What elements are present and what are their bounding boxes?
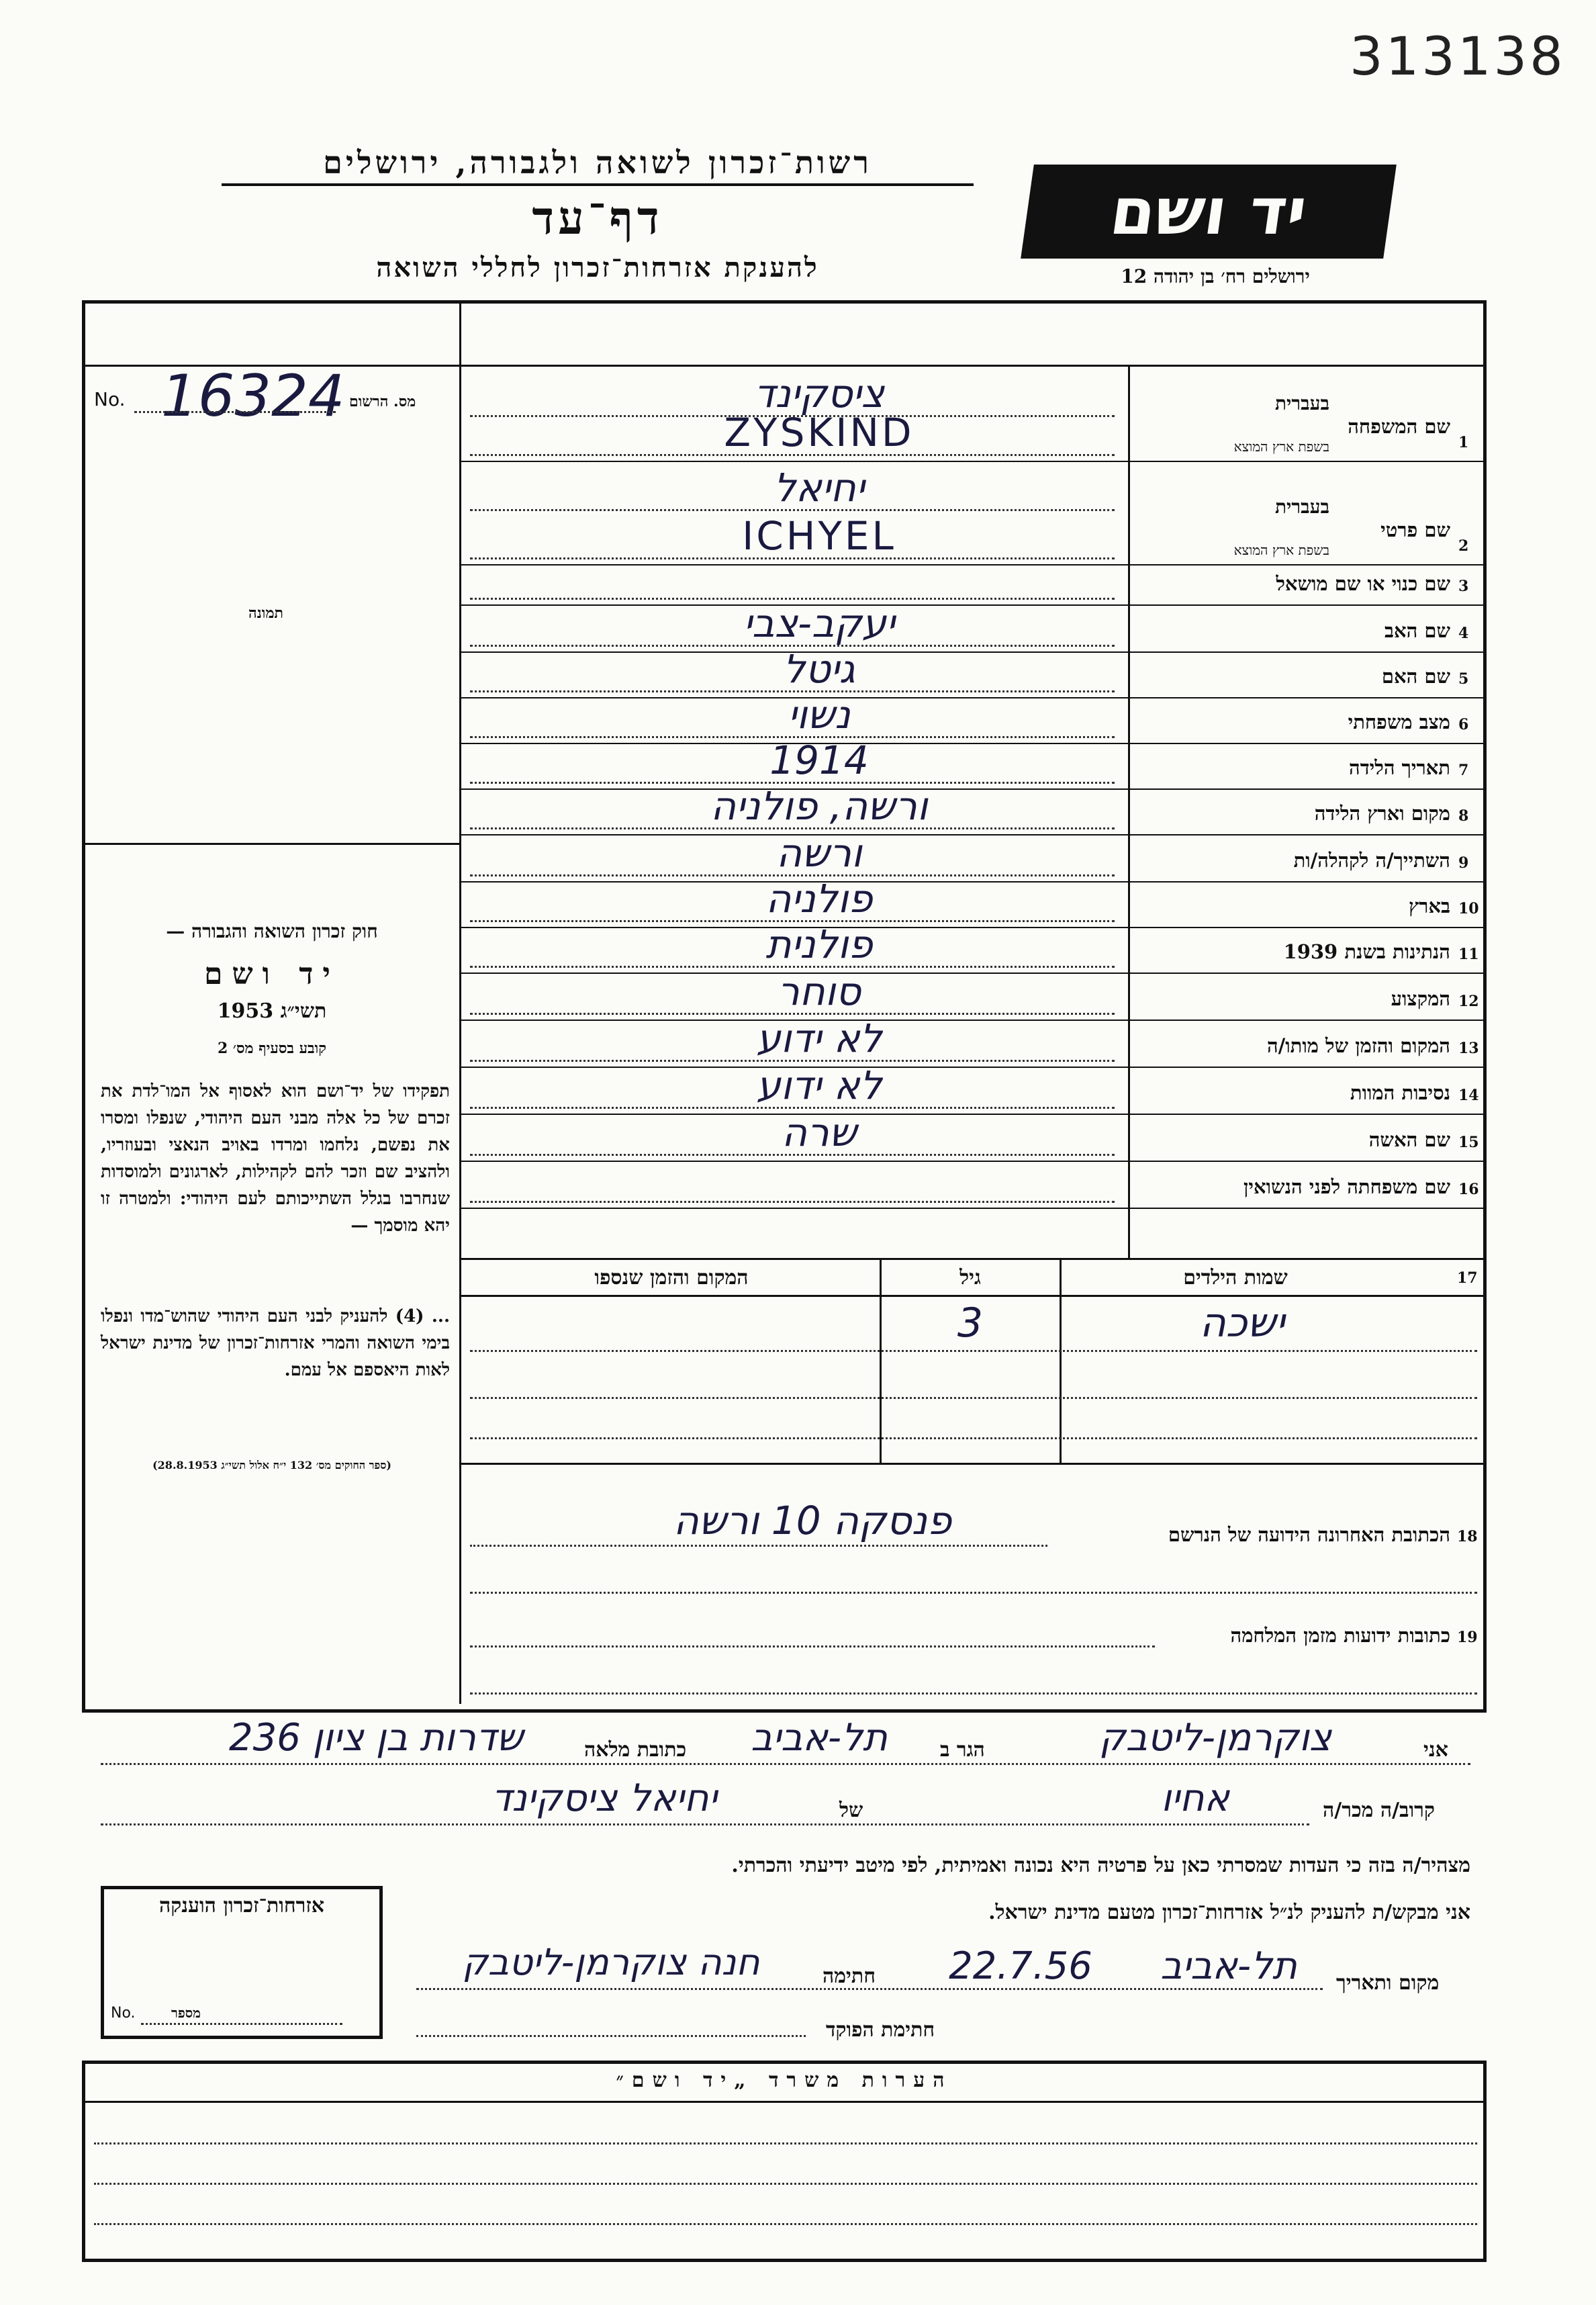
law-year: תשי״ג 1953 [217, 999, 327, 1023]
field-label-text: שם האב [1384, 619, 1450, 642]
field-label [1409, 895, 1450, 918]
children-header-line [459, 1295, 1487, 1297]
field-value: נשוי [788, 692, 851, 737]
children-top-line [459, 1258, 1487, 1260]
field-dots [470, 598, 1115, 600]
field-sublabel-origin: בשפת ארץ המוצא [1233, 439, 1329, 455]
law-clause: קובע בסעיף מס׳ 2 [217, 1040, 327, 1057]
archive-number: 313138 [1350, 27, 1566, 87]
law-para1: תפקידו של יד־ושם הוא לאסוף אל המו־לדת את זכרם של כל אלה מבני העם היהודי, שנפלו ומסרו את נפשם, נלחמו ומרדו באויב הנאצי ובעוזריו, ולהציב שם וזכר להם לקהילות, לארגונים ולמוסדות שנחרבו בגלל השתייכותם לעם היהודי: ולמטרה זו יהא מוסמך — [101, 1081, 450, 1236]
law-source: (ספר החוקים מס׳ 132 י״ח אלול תשי״ג 28.8.1953) [152, 1459, 391, 1472]
children-col-age: גיל [959, 1266, 981, 1290]
field-separator [461, 461, 1487, 462]
decl-place-date-label: מקום ותאריך [1336, 1971, 1440, 1995]
registration-no-value: 16324 [161, 363, 345, 430]
field-label-text: שם משפחתה לפני הנשואין [1243, 1175, 1450, 1198]
decl-address-label: כתובת מלאה [584, 1738, 687, 1762]
field-value: גיטל [783, 646, 855, 692]
field-value: סוחר [777, 968, 861, 1014]
field-separator [461, 1161, 1487, 1162]
field-value: ציסקינד [753, 371, 885, 416]
field-label [1276, 572, 1450, 596]
field-label [1294, 849, 1450, 872]
photo-label: תמונה [248, 604, 283, 622]
law-name: יד ושם [204, 957, 340, 991]
field-number: 14 [1458, 1087, 1479, 1104]
field-number: 15 [1458, 1134, 1479, 1151]
address-war-num: 19 [1457, 1629, 1478, 1646]
photo-bottom-line [82, 843, 459, 845]
field-label [1267, 1034, 1450, 1058]
field-label [1369, 1128, 1450, 1152]
decl-date-value: 22.7.56 [949, 1944, 1092, 1988]
address-last-label: הכתובת האחרונה הידועה של הנרשם [1168, 1523, 1450, 1546]
field-label-text: בארץ [1409, 895, 1450, 917]
decl-of-value: יחיאל ציסקינד [491, 1776, 718, 1820]
registration-no-label: No. [94, 388, 126, 410]
field-sublabel-hebrew: בעברית [1274, 496, 1329, 518]
field-label-text: מצב משפחתי [1348, 711, 1450, 733]
field-value: יעקב-צבי [743, 600, 895, 646]
field-number: 1 [1458, 434, 1469, 451]
field-value: שרה [782, 1110, 857, 1155]
field-label-text: מקום וארץ הלידה [1314, 802, 1450, 825]
field-dots [470, 509, 1115, 511]
decl-relative-value: אחיו [1161, 1776, 1229, 1820]
field-label [1384, 619, 1450, 643]
field-value-origin: ICHYEL [742, 513, 896, 559]
decl-address-value: שדרות בן ציון 236 [228, 1716, 524, 1760]
field-label-text: הנתינות בשנת 1939 [1283, 940, 1450, 963]
logo-text: יד ושם [1105, 174, 1312, 249]
field-label [1315, 802, 1450, 825]
office-notes-title: הערות משרד „יד ושם״ [616, 2069, 953, 2092]
decl-statement1: מצהיר/ה בזה כי העדות שמסרתי כאן על פרטיה היא נכונה ואמיתית, לפי מיטב ידיעתי והכרתי. [731, 1854, 1470, 1877]
field-number: 5 [1458, 670, 1469, 688]
field-sublabel-hebrew: בעברית [1274, 392, 1329, 414]
field-value: לא ידוע [756, 1015, 882, 1061]
field-value: פולניה [765, 876, 873, 921]
field-number: 4 [1458, 625, 1469, 642]
registration-label: מס. הרשום [349, 393, 416, 410]
field-number: 2 [1458, 537, 1469, 555]
field-number: 10 [1458, 900, 1479, 917]
field-label [1391, 987, 1450, 1011]
field-number: 7 [1458, 762, 1469, 779]
yad-vashem-logo [1021, 165, 1397, 259]
field-value: פולנית [765, 921, 873, 967]
field-value-origin: ZYSKIND [724, 410, 914, 455]
field-number: 16 [1458, 1181, 1479, 1198]
decl-lives-label: הגר ב [940, 1738, 985, 1762]
registration-dots [134, 411, 336, 413]
address-last-num: 18 [1457, 1528, 1478, 1545]
field-separator [461, 1208, 1487, 1209]
award-title: אזרחות־זכרון הוענקה [158, 1894, 325, 1917]
child-age: 3 [957, 1300, 984, 1347]
field-label-text: שם פרטי [1380, 518, 1450, 541]
decl-i-label: אני [1423, 1738, 1448, 1762]
field-label-text: שם האם [1381, 665, 1450, 688]
field-label-text: שם כנוי או שם מושאל [1276, 572, 1450, 595]
field-label [1348, 711, 1450, 734]
field-label [1284, 940, 1450, 964]
decl-lives-value: תל-אביב [751, 1716, 888, 1760]
field-label-text: נסיבות המוות [1350, 1081, 1450, 1104]
field-dots [470, 1201, 1115, 1203]
field-label-text: השתייך/ה לקהלה/ות [1293, 849, 1450, 872]
form-title: דף־עד [532, 191, 663, 245]
field-label [1234, 392, 1450, 455]
decl-statement2: אני מבקש/ת להעניק לנ״ל אזרחות־זכרון מטעם מדינת ישראל. [988, 1901, 1470, 1924]
decl-relative-label: קרוב/ה מכר/ה [1323, 1799, 1435, 1822]
field-sublabel-origin: בשפת ארץ המוצא [1233, 542, 1329, 558]
field-label [1243, 1175, 1450, 1199]
field-value: ורשה, פולניה [710, 783, 928, 829]
children-bottom-line [459, 1463, 1487, 1465]
field-label-text: המקצוע [1391, 987, 1450, 1010]
field-number: 3 [1458, 578, 1469, 595]
award-num-label: מספר [171, 2005, 201, 2021]
field-value: יחיאל [773, 465, 865, 510]
decl-signature-value: חנה צוקרמן-ליטבק [462, 1941, 760, 1983]
address-war-label: כתובות ידועות מזמן המלחמה [1230, 1624, 1450, 1647]
field-separator [461, 564, 1487, 566]
field-label-text: שם המשפחה [1348, 415, 1450, 438]
field-label-text: שם האשה [1368, 1128, 1450, 1151]
field-label [1234, 496, 1450, 559]
field-number: 13 [1458, 1040, 1479, 1057]
left-col-divider [459, 300, 461, 1704]
award-no-label: No. [111, 2005, 136, 2022]
field-value: לא ידוע [756, 1063, 882, 1108]
children-col1 [1060, 1258, 1062, 1463]
label-col-divider [1128, 365, 1130, 1258]
children-col-place: המקום והזמן שנספו [594, 1266, 749, 1290]
field-number: 9 [1458, 854, 1469, 872]
decl-i-value: צוקרמן-ליטבק [1098, 1716, 1332, 1760]
law-para2: ... (4) להעניק לבני העם היהודי שהוש־מדו ונפלו בימי השואה והמרי אזרחות־זכרון של מדינת ישראל לאות היאספם אל עמם. [101, 1306, 450, 1380]
field-value: ורשה [776, 830, 862, 876]
decl-place-value: תל-אביב [1160, 1944, 1297, 1988]
address-line: ירושלים רח׳ בן יהודה 12 [1121, 265, 1310, 287]
form-subtitle: להענקת אזרחות־זכרון לחללי השואה [376, 252, 819, 283]
decl-of-label: של [839, 1799, 863, 1822]
field-label [1349, 756, 1450, 780]
authority-title: רשות־זכרון לשואה ולגבורה, ירושלים [222, 144, 974, 186]
children-col2 [880, 1258, 882, 1463]
field-number: 8 [1458, 807, 1469, 825]
field-number: 6 [1458, 716, 1469, 733]
field-value: 1914 [769, 737, 869, 783]
field-label-text: תאריך הלידה [1349, 756, 1450, 779]
field-number: 11 [1458, 946, 1479, 963]
decl-signature-label: חתימה [823, 1964, 876, 1988]
children-num: 17 [1457, 1269, 1478, 1287]
field-label-text: המקום והזמן של מותו/ה [1266, 1034, 1450, 1057]
decl-officer-label: חתימת הפוקד [826, 2018, 935, 2042]
children-col-names: שמות הילדים [1183, 1266, 1288, 1290]
field-label [1382, 665, 1450, 688]
law-title: חוק זכרון השואה והגבורה — [166, 920, 378, 942]
field-label [1350, 1081, 1450, 1105]
child-name: ישכה [1199, 1300, 1285, 1347]
field-number: 12 [1458, 993, 1479, 1010]
address-last-value: פנסקה 10 ורשה [673, 1498, 952, 1543]
